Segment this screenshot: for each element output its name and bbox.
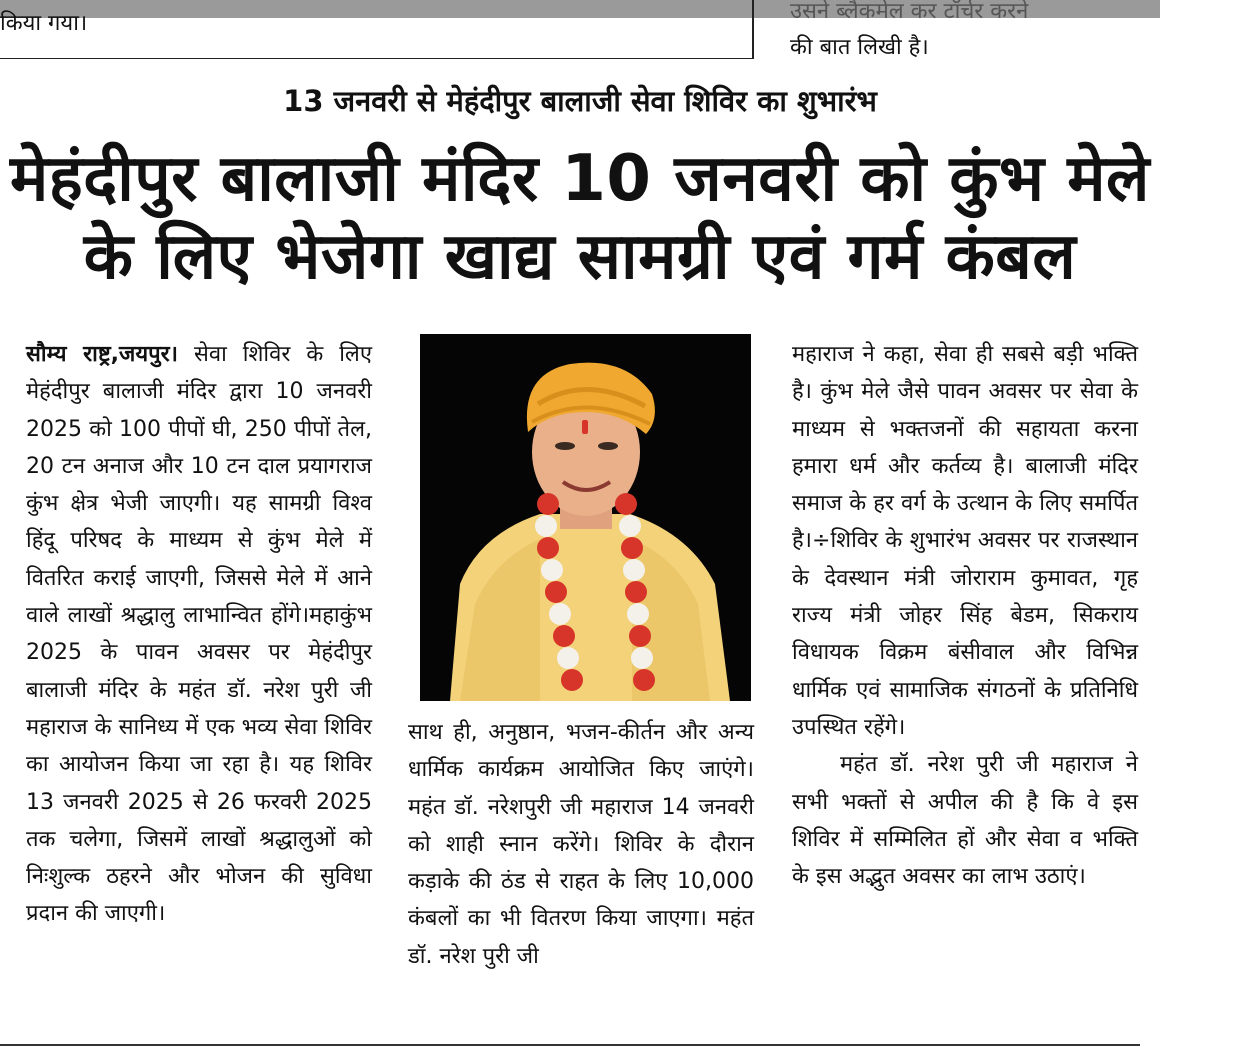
column-1-text: सेवा शिविर के लिए मेहंदीपुर बालाजी मंदिर द्वारा 10 जनवरी 2025 को 100 पीपों घी, 250 पीपों तेल, 20 टन अनाज और 10 टन दाल प्रयागराज कुंभ क्षेत्र भेजी जाएगी। यह सामग्री विश्व हिंदू परिषद के माध्यम से कुंभ मेले में वितरित कराई जाएगी, जिससे मेले में आने वाले लाखों श्रद्धालु लाभान्वित होंगे।महाकुंभ 2025 के पावन अवसर पर मेहंदीपुर बालाजी मंदिर के महंत डॉ. नरेश पुरी जी महाराज के सानिध्य में एक भव्य सेवा शिविर का आयोजन किया जा रहा है। यह शिविर 13 जनवरी 2025 से 26 फरवरी 2025 तक चलेगा, जिसमें लाखों श्रद्धालुओं को निःशुल्क ठहरने और भोजन की सुविधा प्रदान की जाएगी। bbox=[26, 342, 372, 927]
byline: सौम्य राष्ट्र,जयपुर। bbox=[26, 342, 178, 367]
bottom-rule bbox=[0, 1044, 1140, 1046]
section-divider bbox=[0, 58, 754, 59]
column-divider bbox=[752, 0, 754, 58]
previous-story-line2: की बात लिखी है। bbox=[790, 35, 929, 60]
article-kicker: 13 जनवरी से मेहंदीपुर बालाजी सेवा शिविर का शुभारंभ bbox=[283, 84, 877, 118]
article-headline: मेहंदीपुर बालाजी मंदिर 10 जनवरी को कुंभ मेले के लिए भेजेगा खाद्य सामग्री एवं गर्म कंबल bbox=[10, 142, 1150, 294]
column-3-paragraph-1: महाराज ने कहा, सेवा ही सबसे बड़ी भक्ति है। कुंभ मेले जैसे पावन अवसर पर सेवा के माध्यम से भक्तजनों की सहायता करना हमारा धर्म और कर्तव्य है। बालाजी मंदिर समाज के हर वर्ग के उत्थान के लिए समर्पित है।÷शिविर के शुभारंभ अवसर पर राजस्थान के देवस्थान मंत्री जोराराम कुमावत, गृह राज्य मंत्री जोहर सिंह बेडम, सिकराय विधायक विक्रम बंसीवाल और विभिन्न धार्मिक एवं सामाजिक संगठनों के प्रतिनिधि उपस्थित रहेंगे। bbox=[792, 342, 1138, 740]
previous-story-line1: उसने ब्लैकमेल कर टॉर्चर करने bbox=[790, 0, 1029, 24]
article-column-2 bbox=[408, 714, 754, 975]
article-column-1 bbox=[26, 336, 372, 933]
previous-story-right bbox=[790, 0, 1150, 66]
column-3-paragraph-2: महंत डॉ. नरेश पुरी जी महाराज ने सभी भक्तों से अपील की है कि वे इस शिविर में सम्मिलित हों और सेवा व भक्ति के इस अद्भुत अवसर का लाभ उठाएं। bbox=[792, 752, 1138, 890]
column-2-text: साथ ही, अनुष्ठान, भजन-कीर्तन और अन्य धार्मिक कार्यक्रम आयोजित किए जाएंगे।महंत डॉ. नरेशपुरी जी महाराज 14 जनवरी को शाही स्नान करेंगे। शिविर के दौरान कड़ाके की ठंड से राहत के लिए 10,000 कंबलों का भी वितरण किया जाएगा। महंत डॉ. नरेश पुरी जी bbox=[408, 720, 754, 969]
portrait-of-mahant-icon bbox=[420, 334, 751, 701]
portrait-photo bbox=[420, 334, 751, 701]
article-column-3 bbox=[792, 336, 1138, 895]
previous-story-fragment: किया गया। bbox=[0, 11, 88, 36]
